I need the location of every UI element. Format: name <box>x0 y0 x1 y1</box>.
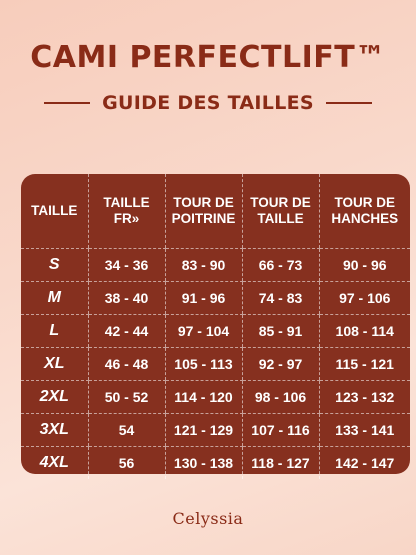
header-tour-de-poitrine: TOUR DE POITRINE <box>165 174 242 249</box>
cell-taille: 107 - 116 <box>242 414 319 447</box>
cell-size: L <box>21 315 88 348</box>
cell-poitrine: 97 - 104 <box>165 315 242 348</box>
table-row <box>21 447 410 480</box>
cell-hanches: 133 - 141 <box>319 414 410 447</box>
cell-taille-fr: 50 - 52 <box>88 381 165 414</box>
cell-taille-fr: 46 - 48 <box>88 348 165 381</box>
cell-poitrine: 114 - 120 <box>165 381 242 414</box>
cell-taille: 118 - 127 <box>242 447 319 480</box>
table-row <box>21 315 410 348</box>
cell-taille-fr: 34 - 36 <box>88 249 165 282</box>
cell-size: 4XL <box>39 454 69 471</box>
cell-hanches: 90 - 96 <box>319 249 410 282</box>
table-row <box>21 381 410 414</box>
cell-hanches: 108 - 114 <box>319 315 410 348</box>
cell-taille: 66 - 73 <box>242 249 319 282</box>
size-chart <box>21 174 410 474</box>
header-tour-de-taille: TOUR DE TAILLE <box>242 174 319 249</box>
page-subtitle: GUIDE DES TAILLES <box>102 92 314 114</box>
cell-taille-fr: 56 <box>88 447 165 480</box>
cell-hanches: 123 - 132 <box>319 381 410 414</box>
table-row <box>21 348 410 381</box>
divider-left <box>44 102 90 104</box>
page-title: CAMI PERFECTLIFT™ <box>30 40 386 75</box>
subtitle-row <box>0 91 416 115</box>
cell-size: 3XL <box>21 414 88 447</box>
cell-size: M <box>21 282 88 315</box>
cell-taille: 85 - 91 <box>242 315 319 348</box>
header-tour-de-hanches: TOUR DE HANCHES <box>319 174 410 249</box>
cell-poitrine: 121 - 129 <box>165 414 242 447</box>
cell-size: S <box>21 249 88 282</box>
table-row <box>21 249 410 282</box>
cell-taille: 74 - 83 <box>242 282 319 315</box>
header-taille-fr: TAILLE FR» <box>88 174 165 249</box>
cell-size: XL <box>21 348 88 381</box>
cell-hanches: 142 - 147 <box>319 447 410 480</box>
cell-taille-fr: 54 <box>88 414 165 447</box>
cell-poitrine: 130 - 138 <box>165 447 242 480</box>
cell-hanches: 115 - 121 <box>319 348 410 381</box>
cell-poitrine: 105 - 113 <box>165 348 242 381</box>
cell-taille: 98 - 106 <box>242 381 319 414</box>
table-row <box>21 282 410 315</box>
header-taille: TAILLE <box>21 174 88 249</box>
header-row <box>21 174 410 249</box>
cell-taille: 92 - 97 <box>242 348 319 381</box>
cell-taille-fr: 42 - 44 <box>88 315 165 348</box>
cell-poitrine: 91 - 96 <box>165 282 242 315</box>
brand-logo-text: Celyssia <box>172 509 244 528</box>
cell-size: 2XL <box>21 381 88 414</box>
table-row <box>21 414 410 447</box>
cell-taille-fr: 38 - 40 <box>88 282 165 315</box>
cell-hanches: 97 - 106 <box>319 282 410 315</box>
size-table <box>21 174 410 479</box>
cell-poitrine: 83 - 90 <box>165 249 242 282</box>
divider-right <box>326 102 372 104</box>
